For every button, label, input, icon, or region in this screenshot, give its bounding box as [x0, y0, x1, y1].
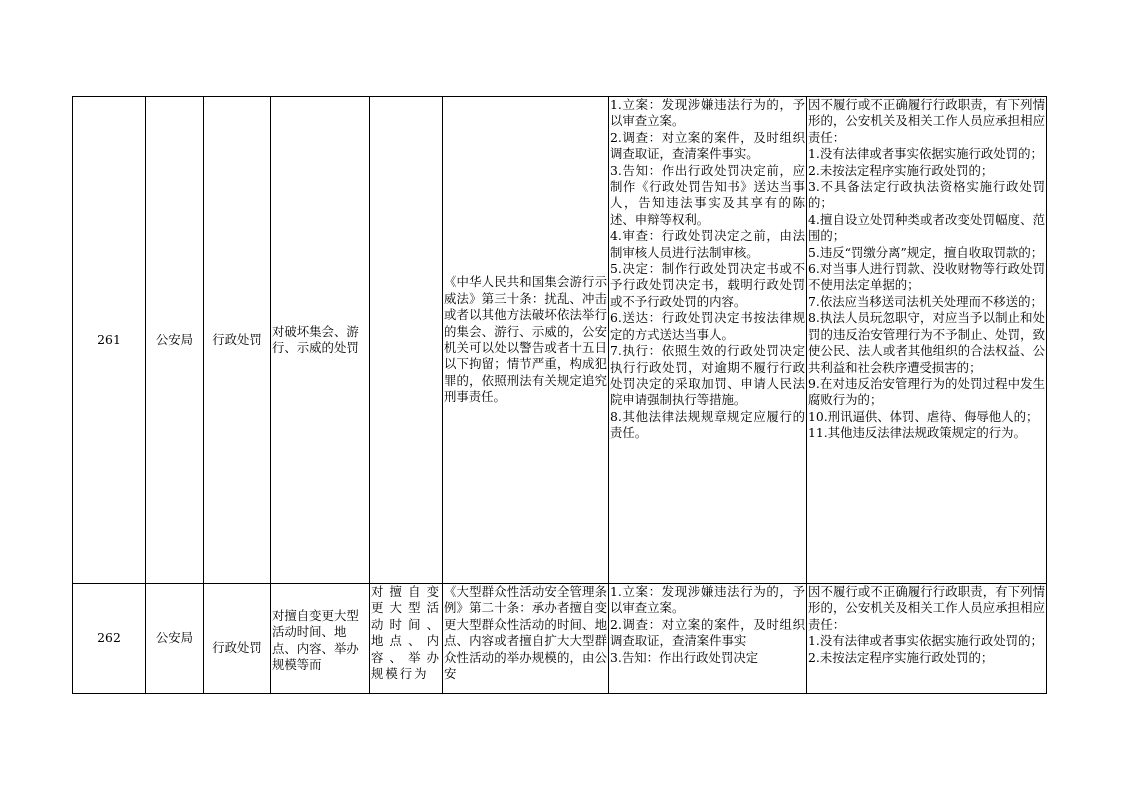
- procedure-list: [610, 97, 805, 442]
- list-line: 6.对当事人进行罚款、没收财物等行政处罚不使用法定单据的；: [808, 261, 1045, 293]
- procedure-cell: [609, 97, 807, 584]
- list-line: 因不履行或不正确履行行政职责，有下列情形的，公安机关及相关工作人员应承担相应责任：: [808, 97, 1045, 145]
- responsibility-list: [808, 97, 1045, 442]
- list-line: 7.执行：依照生效的行政处罚决定执行行政处罚，对逾期不履行行政处罚决定的采取加罚、申请人民法院申请强制执行等措施。: [610, 343, 805, 408]
- sub-item-cell: [370, 584, 443, 694]
- list-line: 3.告知：作出行政处罚决定: [610, 649, 759, 665]
- list-line: 1.立案：发现涉嫌违法行为的，予以审查立案。: [610, 97, 805, 129]
- list-line: 1.立案：发现涉嫌违法行为的，予以审查立案。: [610, 584, 805, 616]
- procedure-cell: [609, 584, 807, 694]
- row-number: 261: [73, 97, 146, 584]
- list-line: 10.刑讯逼供、体罚、虐待、侮辱他人的；: [808, 408, 1039, 424]
- list-line: 因不履行或不正确履行行政职责，有下列情形的，公安机关及相关工作人员应承担相应责任：: [808, 584, 1045, 632]
- list-line: 8.其他法律法规规章规定应履行的责任。: [610, 408, 805, 441]
- list-line: 11.其他违反法律法规政策规定的行为。: [808, 425, 1026, 441]
- responsibility-cell: [807, 97, 1047, 584]
- list-line: 4.审查：行政处罚决定之前，由法制审核人员进行法制审核。: [610, 228, 805, 260]
- list-line: 3.不具备法定行政执法资格实施行政处罚的；: [808, 179, 1045, 211]
- legal-basis-text: 《大型群众性活动安全管理条例》第二十条：承办者擅自变更大型群众性活动的时间、地点、内容或者擅自扩大大型群众性活动的举办规模的，由公安: [444, 584, 607, 682]
- item-name-cell: [271, 584, 370, 694]
- list-line: 1.没有法律或者事实依据实施行政处罚的；: [808, 633, 1043, 649]
- list-line: 9.在对违反治安管理行为的处罚过程中发生腐败行为的；: [808, 375, 1045, 408]
- list-line: 5.违反“罚缴分离”规定，擅自收取罚款的；: [808, 244, 1044, 260]
- list-line: 2.未按法定程序实施行政处罚的；: [808, 162, 994, 178]
- item-name-cell: 对破坏集会、游行、示威的处罚: [271, 97, 370, 584]
- list-line: 5.决定：制作行政处罚决定书或不予行政处罚决定书，载明行政处罚或不予行政处罚的内容。: [610, 261, 805, 309]
- power-type-text: 行政处罚: [212, 640, 262, 655]
- sub-item-text: 对擅自变更大型活动时间、地点、内容、举办规模行为: [371, 584, 441, 682]
- table-row: [73, 97, 1047, 584]
- list-line: 1.没有法律或者事实依据实施行政处罚的；: [808, 146, 1043, 162]
- list-line: 8.执法人员玩忽职守，对应当予以制止和处罚的违反治安管理行为不予制止、处罚，致使公民、法人或者其他组织的合法权益、公共利益和社会秩序遭受损害的；: [808, 310, 1045, 375]
- list-line: 6.送达：行政处罚决定书按法律规定的方式送达当事人。: [610, 310, 805, 342]
- power-type-cell: [204, 584, 271, 694]
- list-line: 2.调查：对立案的案件，及时组织调查取证，查清案件事实: [610, 616, 805, 649]
- department-cell: 公安局: [146, 584, 204, 694]
- legal-basis-cell: [443, 584, 609, 694]
- list-line: 3.告知：作出行政处罚决定前，应制作《行政处罚告知书》送达当事人，告知违法事实及其享有的陈述、申辩等权利。: [610, 162, 805, 227]
- procedure-list: [610, 584, 805, 666]
- power-type-cell: 行政处罚: [204, 97, 271, 584]
- list-line: 2.调查：对立案的案件，及时组织调查取证，查清案件事实。: [610, 129, 805, 162]
- sub-item-cell: [370, 97, 443, 584]
- responsibility-cell: [807, 584, 1047, 694]
- legal-basis-cell: 《中华人民共和国集会游行示威法》第三十条：扰乱、冲击或者以其他方法破坏依法举行的集会、游行、示威的，公安机关可以处以警告或者十五日以下拘留；情节严重，构成犯罪的，依照刑法有关规定追究刑事责任。: [443, 97, 609, 584]
- table-row: [73, 584, 1047, 694]
- list-line: 2.未按法定程序实施行政处罚的；: [808, 649, 994, 665]
- item-name-text: 对擅自变更大型活动时间、地点、内容、举办规模等而: [272, 608, 359, 673]
- authority-table: [72, 96, 1047, 694]
- department-cell: 公安局: [146, 97, 204, 584]
- row-number: 262: [73, 584, 146, 694]
- list-line: 4.擅自设立处罚种类或者改变处罚幅度、范围的；: [808, 211, 1045, 244]
- responsibility-list: [808, 584, 1045, 666]
- list-line: 7.依法应当移送司法机关处理而不移送的；: [808, 293, 1043, 309]
